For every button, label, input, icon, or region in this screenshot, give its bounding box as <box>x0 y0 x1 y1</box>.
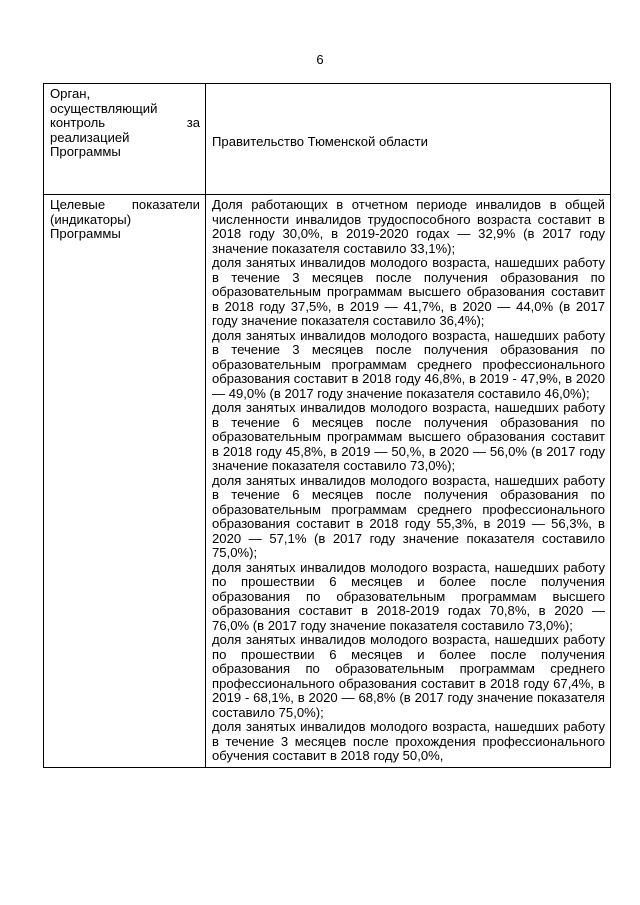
indicator-paragraph: Доля работающих в отчетном периоде инвалидов в общей численности инвалидов трудоспособного возраста составит в 2018 году 30,0%, в 2019-2020 годах — 32,9% (в 2017 году значение показателя составило 33,1%); <box>212 197 605 256</box>
row-label-target-indicators: Целевые показатели (индикаторы) Программы <box>44 195 206 768</box>
indicator-paragraph: доля занятых инвалидов молодого возраста, нашедших работу по прошествии 6 месяцев и более после получения образования по образовательным программам высшего образования составит в 2018-2019 годах 70,8%, в 2020 — 76,0% (в 2017 году значение показателя составило 73,0%); <box>212 559 605 633</box>
row-value-target-indicators <box>206 195 611 768</box>
table-row <box>44 195 611 768</box>
indicator-paragraph: доля занятых инвалидов молодого возраста, нашедших работу в течение 3 месяцев после получения образования по образовательным программам среднего профессионального образования составит в 2018 году 46,8%, в 2019 - 47,9%, в 2020 — 49,0% (в 2017 году значение показателя составило 46,0%); <box>212 327 605 401</box>
program-passport-table <box>43 83 611 768</box>
indicator-paragraph: доля занятых инвалидов молодого возраста, нашедших работу в течение 3 месяцев после прохождения профессионального обучения составит в 2018 году 50,0%, <box>212 719 605 763</box>
row-value-control-body: Правительство Тюменской области <box>206 84 611 195</box>
indicator-paragraph: доля занятых инвалидов молодого возраста, нашедших работу в течение 3 месяцев после получения образования по образовательным программам высшего образования составит в 2018 году 37,5%, в 2019 — 41,7%, в 2020 — 44,0% (в 2017 году значение показателя составило 36,4%); <box>212 255 605 328</box>
indicator-paragraph: доля занятых инвалидов молодого возраста, нашедших работу в течение 6 месяцев после получения образования по образовательным программам высшего образования составит в 2018 году 45,8%, в 2019 — 50,%, в 2020 — 56,0% (в 2017 году значение показателя составило 73,0%); <box>212 400 605 473</box>
page-number: 6 <box>316 52 324 67</box>
indicator-paragraph: доля занятых инвалидов молодого возраста, нашедших работу по прошествии 6 месяцев и более после получения образования по образовательным программам среднего профессионального образования составит в 2018 году 67,4%, в 2019 - 68,1%, в 2020 — 68,8% (в 2017 году значение показателя составило 75,0%); <box>212 632 605 720</box>
row-label-control-body: Орган, осуществляющий контроль за реализацией Программы <box>44 84 206 195</box>
table-row <box>44 84 611 195</box>
indicator-paragraph: доля занятых инвалидов молодого возраста, нашедших работу в течение 6 месяцев после получения образования по образовательным программам среднего профессионального образования составит в 2018 году 55,3%, в 2019 — 56,3%, в 2020 — 57,1% (в 2017 году значение показателя составило 75,0%); <box>212 472 605 560</box>
